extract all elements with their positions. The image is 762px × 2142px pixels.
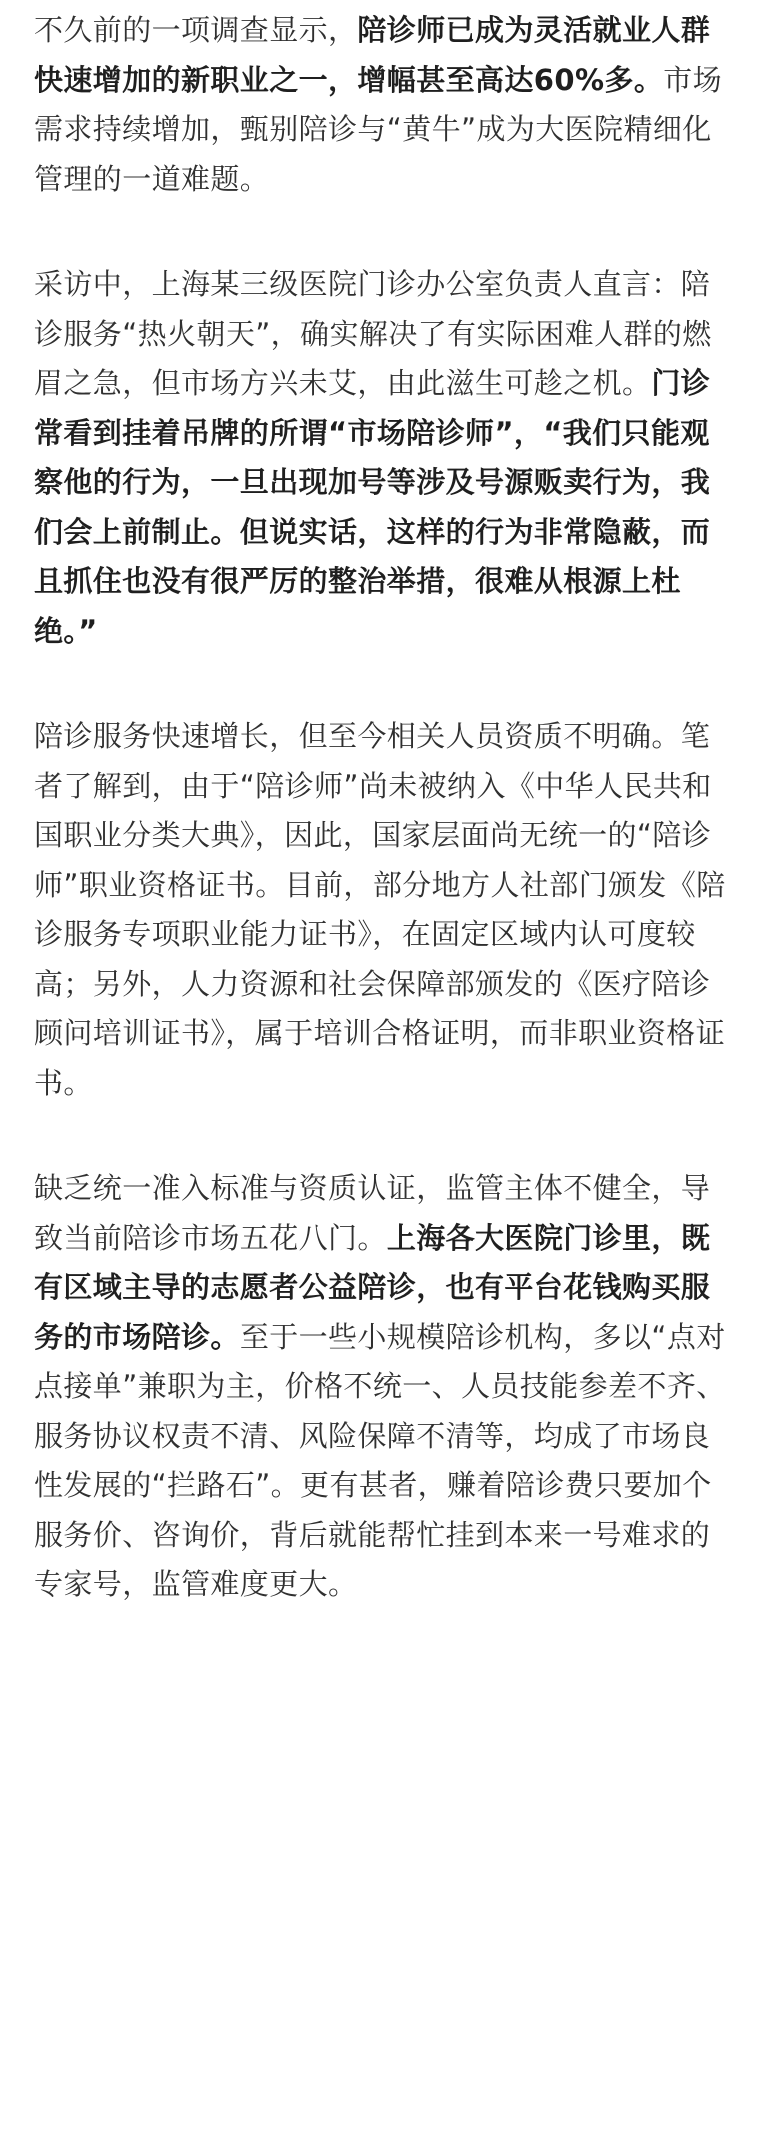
paragraph-1-bold-text: 陪诊师已成为灵活就业人群快速增加的新职业之一，增幅甚至高达60%多。	[34, 13, 711, 97]
article-paragraph-1	[34, 6, 736, 204]
article-paragraph-3	[34, 712, 736, 1108]
paragraph-3-text-1: 陪诊服务快速增长，但至今相关人员资质不明确。笔者了解到，由于“陪诊师”尚未被纳入《中华人民共和国职业分类大典》，因此，国家层面尚无统一的“陪诊师”职业资格证书。目前，部分地方人社部门颁发《陪诊服务专项职业能力证书》，在固定区域内认可度较高；另外，人力资源和社会保障部颁发的《医疗陪诊顾问培训证书》，属于培训合格证明，而非职业资格证书。	[34, 719, 726, 1100]
paragraph-1-text-1: 不久前的一项调查显示，	[34, 13, 358, 47]
paragraph-4-bold-text: 上海各大医院门诊里，既有区域主导的志愿者公益陪诊，也有平台花钱购买服务的市场陪诊。	[34, 1220, 711, 1354]
article-paragraph-2	[34, 260, 736, 656]
article-paragraph-4	[34, 1164, 736, 1610]
paragraph-4-text-2: 至于一些小规模陪诊机构，多以“点对点接单”兼职为主，价格不统一、人员技能参差不齐、服务协议权责不清、风险保障不清等，均成了市场良性发展的“拦路石”。更有甚者，赚着陪诊费只要加个服务价、咨询价，背后就能帮忙挂到本来一号难求的专家号，监管难度更大。	[34, 1319, 726, 1601]
paragraph-2-bold-text: 门诊常看到挂着吊牌的所谓“市场陪诊师”，“我们只能观察他的行为，一旦出现加号等涉及号源贩卖行为，我们会上前制止。但说实话，这样的行为非常隐蔽，而且抓住也没有很严厉的整治举措，很难从根源上杜绝。”	[34, 366, 711, 648]
paragraph-4-text-1: 缺乏统一准入标准与资质认证，监管主体不健全，导致当前陪诊市场五花八门。	[34, 1171, 711, 1255]
paragraph-1-text-2: 市场需求持续增加，甄别陪诊与“黄牛”成为大医院精细化管理的一道难题。	[34, 62, 723, 196]
paragraph-2-text-1: 采访中，上海某三级医院门诊办公室负责人直言：陪诊服务“热火朝天”，确实解决了有实际困难人群的燃眉之急，但市场方兴未艾，由此滋生可趁之机。	[34, 267, 712, 400]
